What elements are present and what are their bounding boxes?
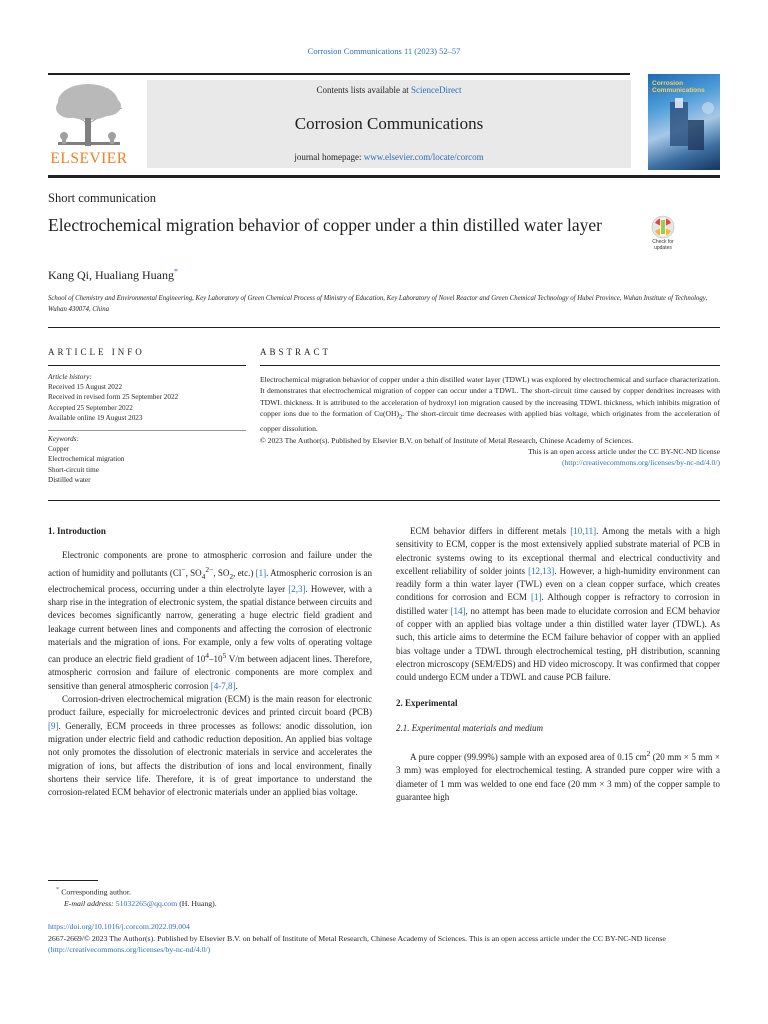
page-footer (48, 921, 720, 956)
abstract-text-part: . The short-circuit time decreases with applied bias voltage, which originates from the acceleration of copper dissolution. (260, 409, 720, 434)
history-online: Available online 19 August 2023 (48, 413, 143, 422)
abstract-license-text: This is an open access article under the CC BY-NC-ND license (528, 446, 720, 456)
reference-link[interactable]: [9] (48, 720, 59, 731)
keywords-rule (48, 430, 246, 431)
reference-link[interactable]: [12,13] (528, 565, 555, 576)
keyword-item: Copper (48, 445, 70, 454)
introduction-heading: 1. Introduction (48, 526, 106, 536)
keywords-label: Keywords: (48, 435, 79, 443)
footer-copyright (48, 933, 720, 956)
abstract-rule (260, 365, 720, 366)
body-column-left (48, 525, 372, 799)
crossmark-label: Check for updates (652, 239, 674, 251)
keyword-item: Distilled water (48, 475, 91, 484)
email-link[interactable]: 51032265@qq.com (115, 899, 178, 909)
journal-citation[interactable]: Corrosion Communications 11 (2023) 52–57 (307, 46, 461, 56)
abstract-copyright: © 2023 The Author(s). Published by Elsevier B.V. on behalf of Institute of Metal Research, Chinese Academy of Sciences. (260, 435, 634, 445)
article-type: Short communication (48, 191, 156, 205)
affiliation: School of Chemistry and Environmental Engineering, Key Laboratory of Green Chemical Process of Ministry of Education, Key Laboratory of Novel Reactor and Green Chemical Technology of Hubei Province, Wuhan Institute of Technology, Wuhan 430074, China (48, 295, 708, 313)
history-revised: Received in revised form 25 September 2022 (48, 393, 179, 402)
elsevier-logo[interactable] (48, 80, 130, 168)
journal-cover[interactable] (648, 74, 720, 170)
article-info-heading: ARTICLE INFO (48, 347, 145, 357)
reference-link[interactable]: [2,3] (288, 583, 306, 594)
author-list (48, 267, 178, 283)
abstract-license-link[interactable]: (http://creativecommons.org/licenses/by-nc-nd/4.0/) (561, 458, 720, 468)
footnote-mark: * (56, 886, 60, 893)
footnote-rule (48, 880, 98, 881)
reference-link[interactable]: [1] (531, 592, 542, 603)
abstract-text-part: Electrochemical migration behavior of copper under a thin distilled water layer (TDWL) was explored by electrochemical and surface characterization. It demonstrates that electrochemical migration of copper can occur under a TDWL. The short-circuit time caused by copper dendrites increases with TDWL thickness. It is attributed to the acceleration of hydroxyl ion migration caused by the increasing TDWL thickness, which inhibits migration of copper ions due to the formation of Cu(OH) (260, 375, 720, 419)
article-history (48, 372, 246, 423)
experimental-paragraph-1: A pure copper (99.99%) sample with an exposed area of 0.15 $cm^2$ (20 mm × 5 mm × 3 mm) was employed for electrochemical testing. A stranded pure copper wire with a diameter of 1 mm was welded to one end face (20 mm × 3 mm) of the copper sample to guarantee high (396, 749, 720, 803)
section-rule (48, 327, 720, 328)
abstract-body (260, 374, 720, 469)
experimental-subheading: 2.1. Experimental materials and medium (396, 722, 543, 733)
footer-copyright-text: 2667-2669/© 2023 The Author(s). Published by Elsevier B.V. on behalf of Institute of Metal Research, Chinese Academy of Sciences. This is an open access article under the CC BY-NC-ND license (48, 933, 666, 943)
history-accepted: Accepted 25 September 2022 (48, 403, 133, 412)
footnote (48, 884, 708, 910)
header-bottom-rule (48, 175, 720, 178)
reference-link[interactable]: [1] (255, 567, 267, 578)
elsevier-wordmark: ELSEVIER (50, 150, 128, 167)
contents-prefix: Contents lists available at (316, 85, 411, 95)
keyword-item: Short-circuit time (48, 465, 99, 474)
email-suffix: (H. Huang). (177, 899, 217, 909)
homepage-prefix: journal homepage: (294, 152, 364, 162)
corresponding-author-mark[interactable]: * (173, 267, 178, 276)
intro-paragraph-2: Corrosion-driven electrochemical migration (ECM) is the main reason for electronic product failure, especially for microelectronic devices and printed circuit board (PCB) [9]. Generally, ECM proceeds in three processes as follows: anodic dissolution, ion migration under electric field and cathodic reduction deposition. An applied bias voltage not only promotes the dissolution of electronic materials in service and accelerates the migration of ions, but affects the distribution of ions and local environment, finally shortens their service life. Therefore, it is of great importance to understand the corrosion-related ECM behavior of electronic materials under an applied bias voltage. (48, 694, 372, 798)
keywords (48, 434, 246, 485)
reference-link[interactable]: [4-7,8] (210, 680, 236, 691)
journal-header (147, 80, 631, 168)
header-rule (48, 73, 630, 75)
keyword-item: Electrochemical migration (48, 455, 125, 464)
homepage-link[interactable]: www.elsevier.com/locate/corcom (363, 152, 484, 162)
reference-link[interactable]: [14] (450, 605, 466, 616)
reference-link[interactable]: [10,11] (570, 526, 597, 536)
email-label: E-mail address: (64, 899, 114, 909)
abstract-text (260, 374, 720, 435)
corresponding-author-note (48, 884, 708, 898)
email-line (48, 898, 708, 910)
history-received: Received 15 August 2022 (48, 383, 123, 392)
crossmark-icon (643, 215, 683, 241)
footer-license-link[interactable]: (http://creativecommons.org/licenses/by-nc-nd/4.0/) (48, 945, 211, 954)
doi-link[interactable]: https://doi.org/10.1016/j.corcom.2022.09.004 (48, 922, 190, 931)
abstract-heading: ABSTRACT (260, 347, 332, 357)
article-title: Electrochemical migration behavior of copper under a thin distilled water layer (48, 215, 602, 235)
check-for-updates-badge[interactable] (643, 215, 683, 257)
cover-title: Corrosion Communications (652, 80, 705, 94)
tree-icon (48, 80, 130, 148)
homepage-line (147, 152, 631, 162)
intro-paragraph-1: Electronic components are prone to atmospheric corrosion and failure under the action of humidity and pollutants (Cl−, $SO_4^{2-}$, $SO_2$, etc.) [1]. Atmospheric corrosion is an electrochemical process, occurring under a thin electrolyte layer [2,3]. However, with a sharp rise in the integration of electronic system, the spatial distance between circuits and devices becomes significantly narrow, generating a huge electric field gradient and leakage current between lines and components and affecting the corrosion of electronic materials and the migration of ions. For example, only a few volts of operating voltage can produce an electric field gradient of $10^4-10^5$ V/m between adjacent lines. Therefore, atmospheric corrosion and failure of electronic components are more complex and sensitive than general atmospheric corrosion [4-7,8]. (48, 550, 372, 691)
journal-name: Corrosion Communications (294, 114, 484, 133)
experimental-heading: 2. Experimental (396, 697, 458, 708)
author-names: Kang Qi, Hualiang Huang (48, 268, 174, 282)
abstract-subscript: 2 (398, 413, 403, 421)
section-rule (48, 500, 720, 501)
history-label: Article history: (48, 373, 92, 381)
intro-paragraph-3: ECM behavior differs in different metals [10,11]. Among the metals with a high sensitivity to ECM, copper is the most extensively applied substrate material of PCB in electronic systems owing to its exceptional thermal and electrical conductivity and excellent reliability of solder joints [12,13]. However, a high-humidity environment can readily form a thin water layer (TWL) even on a clean copper surface, which creates conditions for corrosion and ECM [1]. Although copper is refractory to corrosion in distilled water [14], no attempt has been made to elucidate corrosion and ECM behavior of copper with an applied bias voltage under a thin distilled water layer (TDWL). As such, this article aims to determine the ECM failure behavior of copper with an applied bias voltage under a TDWL through electrochemical testing, pH distribution, scanning electron microscopy (SEM/EDS) and HD video microscopy. It was confirmed that copper could undergo ECM under a TDWL and cause PCB failure. (396, 526, 720, 683)
article-info-rule (48, 365, 246, 366)
cover-art-icon (648, 74, 720, 170)
sciencedirect-link[interactable]: ScienceDirect (411, 85, 462, 95)
corresponding-label: Corresponding author. (61, 887, 131, 897)
contents-line (147, 85, 631, 95)
body-column-right (396, 525, 720, 804)
